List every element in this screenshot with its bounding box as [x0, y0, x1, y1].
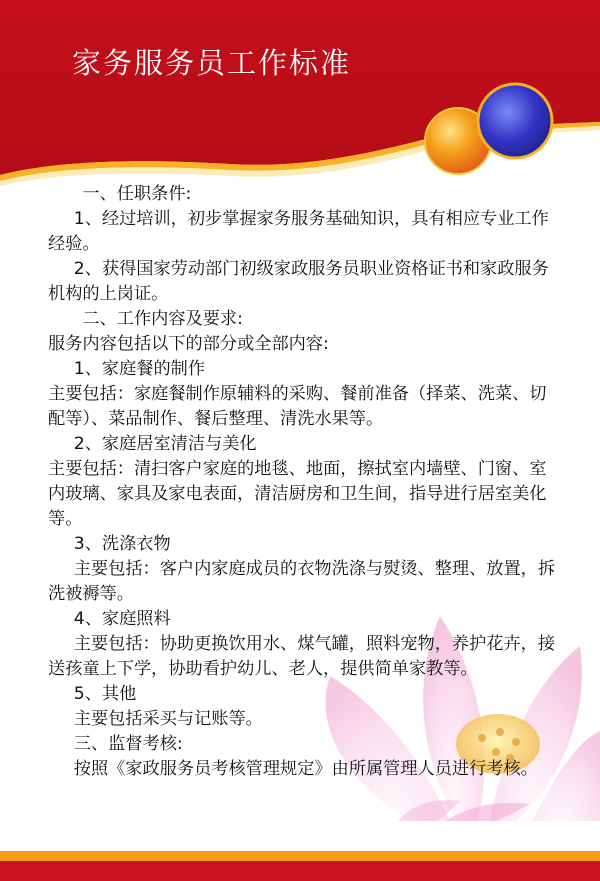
footer-band	[0, 821, 600, 881]
subsection-title: 3、洗涤衣物	[73, 534, 171, 554]
paragraph: 2、获得国家劳动部门初级家政服务员职业资格证书和家政服务机构的上岗证。	[48, 259, 549, 304]
paragraph: 主要包括采买与记账等。	[73, 709, 263, 729]
paragraph: 主要包括：客户内家庭成员的衣物洗涤与熨烫、整理、放置，拆洗被褥等。	[48, 559, 556, 604]
paragraph: 1、经过培训，初步掌握家务服务基础知识，具有相应专业工作经验。	[48, 209, 549, 254]
section-heading: 二、工作内容及要求:	[82, 309, 243, 329]
subsection-title: 1、家庭餐的制作	[73, 359, 206, 379]
document-body	[48, 182, 560, 782]
section-heading: 一、任职条件:	[82, 184, 192, 204]
paragraph: 按照《家政服务员考核管理规定》由所属管理人员进行考核。	[73, 759, 538, 779]
subsection-title: 5、其他	[73, 684, 137, 704]
paragraph: 服务内容包括以下的部分或全部内容:	[48, 334, 329, 354]
paragraph: 主要包括：清扫客户家庭的地毯、地面，擦拭室内墙壁、门窗、室内玻璃、家具及家电表面，清洁厨房和卫生间，指导进行居室美化等。	[48, 459, 547, 529]
section-heading: 三、监督考核:	[73, 734, 183, 754]
paragraph: 主要包括：家庭餐制作原辅料的采购、餐前准备（择菜、洗菜、切配等）、菜品制作、餐后整理、清洗水果等。	[48, 384, 547, 429]
subsection-title: 2、家庭居室清洁与美化	[73, 434, 257, 454]
header-banner	[0, 0, 600, 205]
paragraph: 主要包括：协助更换饮用水、煤气罐，照料宠物，养护花卉，接送孩童上下学，协助看护幼儿、老人，提供简单家教等。	[48, 634, 556, 679]
subsection-title: 4、家庭照料	[73, 609, 171, 629]
page-title: 家务服务员工作标准	[72, 46, 352, 80]
